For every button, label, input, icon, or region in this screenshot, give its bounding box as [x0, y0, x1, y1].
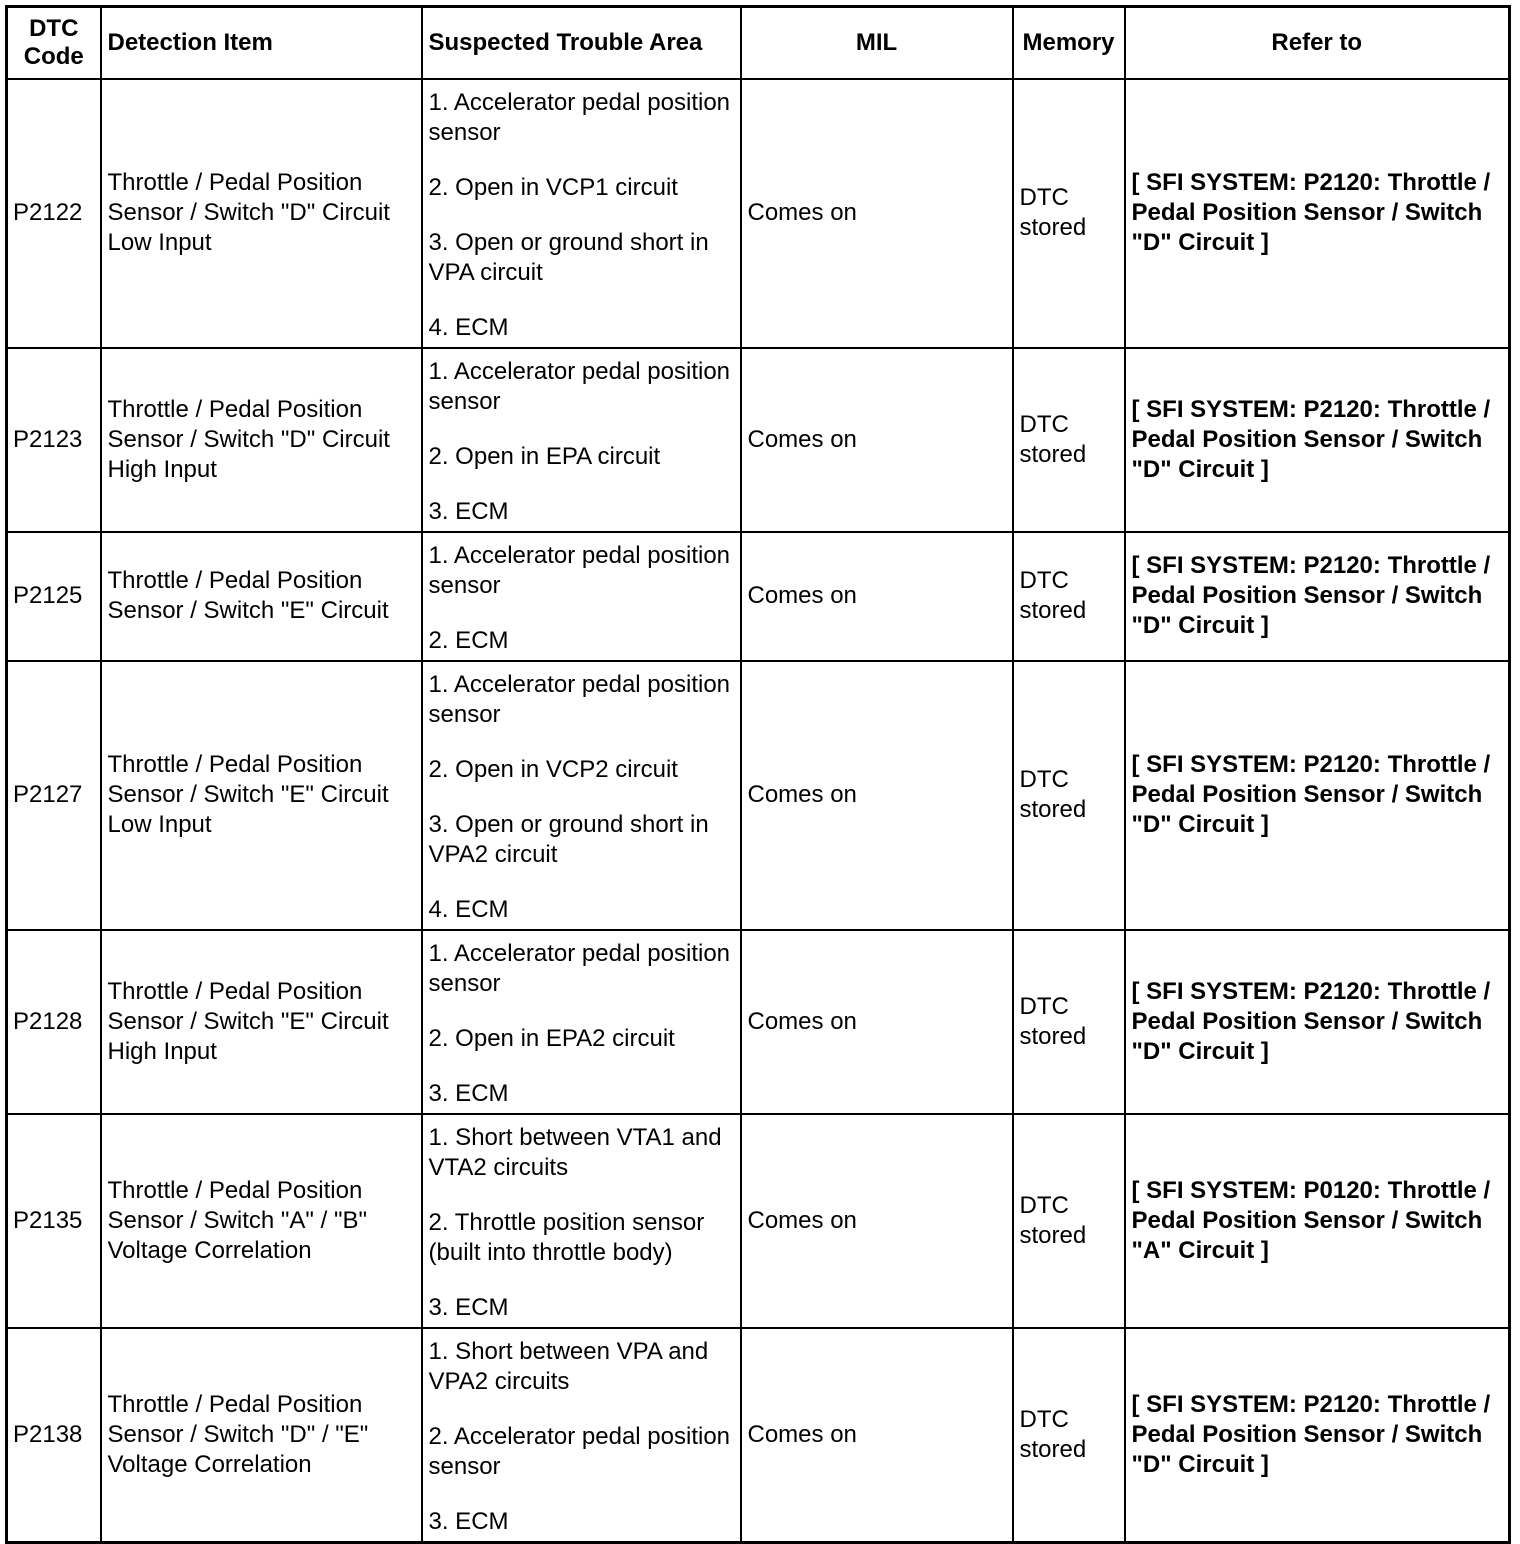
mil-cell: Comes on	[741, 661, 1013, 930]
mil-cell: Comes on	[741, 532, 1013, 661]
trouble-area-item: 1. Accelerator pedal position sensor	[428, 670, 731, 728]
detection-item-cell: Throttle / Pedal Position Sensor / Switch "D" Circuit High Input	[101, 348, 422, 532]
trouble-area-item: 1. Short between VPA and VPA2 circuits	[428, 1337, 709, 1395]
refer-to-cell: [ SFI SYSTEM: P2120: Throttle / Pedal Position Sensor / Switch "D" Circuit ]	[1125, 532, 1510, 661]
dtc-table	[5, 5, 1511, 1544]
detection-item-cell: Throttle / Pedal Position Sensor / Switch "D" / "E" Voltage Correlation	[101, 1328, 422, 1543]
detection-item-cell: Throttle / Pedal Position Sensor / Switch "E" Circuit Low Input	[101, 661, 422, 930]
header-dtc-code: DTC Code	[7, 7, 101, 79]
trouble-area-item: 1. Accelerator pedal position sensor	[428, 939, 731, 997]
suspected-trouble-area-cell	[422, 930, 741, 1114]
trouble-area-item: 2. Accelerator pedal position sensor	[428, 1422, 731, 1480]
dtc-code-cell: P2127	[7, 661, 101, 930]
trouble-area-item: 2. ECM	[428, 626, 509, 654]
header-detection-item: Detection Item	[101, 7, 422, 79]
trouble-area-item: 3. ECM	[428, 1079, 509, 1107]
header-mil: MIL	[741, 7, 1013, 79]
dtc-code-cell: P2125	[7, 532, 101, 661]
table-row	[7, 1114, 1510, 1328]
suspected-trouble-area-cell	[422, 1328, 741, 1543]
trouble-area-item: 4. ECM	[428, 313, 509, 341]
detection-item-cell: Throttle / Pedal Position Sensor / Switch "E" Circuit High Input	[101, 930, 422, 1114]
refer-to-cell: [ SFI SYSTEM: P2120: Throttle / Pedal Position Sensor / Switch "D" Circuit ]	[1125, 661, 1510, 930]
trouble-area-item: 2. Open in VCP2 circuit	[428, 755, 678, 783]
header-suspected-trouble-area: Suspected Trouble Area	[422, 7, 741, 79]
trouble-area-item: 3. Open or ground short in VPA circuit	[428, 228, 709, 286]
memory-cell: DTC stored	[1013, 1328, 1125, 1543]
memory-cell: DTC stored	[1013, 1114, 1125, 1328]
trouble-area-item: 1. Accelerator pedal position sensor	[428, 88, 731, 146]
table-row	[7, 348, 1510, 532]
trouble-area-item: 2. Throttle position sensor (built into throttle body)	[428, 1208, 705, 1266]
mil-cell: Comes on	[741, 79, 1013, 348]
refer-to-cell: [ SFI SYSTEM: P0120: Throttle / Pedal Position Sensor / Switch "A" Circuit ]	[1125, 1114, 1510, 1328]
memory-cell: DTC stored	[1013, 532, 1125, 661]
memory-cell: DTC stored	[1013, 930, 1125, 1114]
header-refer-to: Refer to	[1125, 7, 1510, 79]
trouble-area-item: 3. ECM	[428, 497, 509, 525]
dtc-code-cell: P2138	[7, 1328, 101, 1543]
header-memory: Memory	[1013, 7, 1125, 79]
table-body	[7, 79, 1510, 1543]
mil-cell: Comes on	[741, 1328, 1013, 1543]
refer-to-cell: [ SFI SYSTEM: P2120: Throttle / Pedal Position Sensor / Switch "D" Circuit ]	[1125, 348, 1510, 532]
trouble-area-item: 2. Open in EPA circuit	[428, 442, 661, 470]
trouble-area-item: 1. Accelerator pedal position sensor	[428, 357, 731, 415]
suspected-trouble-area-cell	[422, 1114, 741, 1328]
refer-to-cell: [ SFI SYSTEM: P2120: Throttle / Pedal Position Sensor / Switch "D" Circuit ]	[1125, 79, 1510, 348]
table-row	[7, 532, 1510, 661]
detection-item-cell: Throttle / Pedal Position Sensor / Switch "A" / "B" Voltage Correlation	[101, 1114, 422, 1328]
trouble-area-item: 4. ECM	[428, 895, 509, 923]
refer-to-cell: [ SFI SYSTEM: P2120: Throttle / Pedal Position Sensor / Switch "D" Circuit ]	[1125, 930, 1510, 1114]
refer-to-cell: [ SFI SYSTEM: P2120: Throttle / Pedal Position Sensor / Switch "D" Circuit ]	[1125, 1328, 1510, 1543]
table-row	[7, 661, 1510, 930]
detection-item-cell: Throttle / Pedal Position Sensor / Switch "E" Circuit	[101, 532, 422, 661]
dtc-code-cell: P2122	[7, 79, 101, 348]
header-row	[7, 7, 1510, 79]
trouble-area-item: 1. Accelerator pedal position sensor	[428, 541, 731, 599]
mil-cell: Comes on	[741, 930, 1013, 1114]
memory-cell: DTC stored	[1013, 79, 1125, 348]
dtc-code-cell: P2128	[7, 930, 101, 1114]
suspected-trouble-area-cell	[422, 661, 741, 930]
trouble-area-item: 3. Open or ground short in VPA2 circuit	[428, 810, 709, 868]
table-row	[7, 79, 1510, 348]
table-row	[7, 1328, 1510, 1543]
trouble-area-item: 2. Open in EPA2 circuit	[428, 1024, 675, 1052]
memory-cell: DTC stored	[1013, 348, 1125, 532]
trouble-area-item: 3. ECM	[428, 1507, 509, 1535]
dtc-code-cell: P2123	[7, 348, 101, 532]
table-row	[7, 930, 1510, 1114]
dtc-code-cell: P2135	[7, 1114, 101, 1328]
memory-cell: DTC stored	[1013, 661, 1125, 930]
trouble-area-item: 1. Short between VTA1 and VTA2 circuits	[428, 1123, 722, 1181]
suspected-trouble-area-cell	[422, 79, 741, 348]
mil-cell: Comes on	[741, 1114, 1013, 1328]
trouble-area-item: 3. ECM	[428, 1293, 509, 1321]
trouble-area-item: 2. Open in VCP1 circuit	[428, 173, 678, 201]
mil-cell: Comes on	[741, 348, 1013, 532]
detection-item-cell: Throttle / Pedal Position Sensor / Switch "D" Circuit Low Input	[101, 79, 422, 348]
suspected-trouble-area-cell	[422, 532, 741, 661]
suspected-trouble-area-cell	[422, 348, 741, 532]
